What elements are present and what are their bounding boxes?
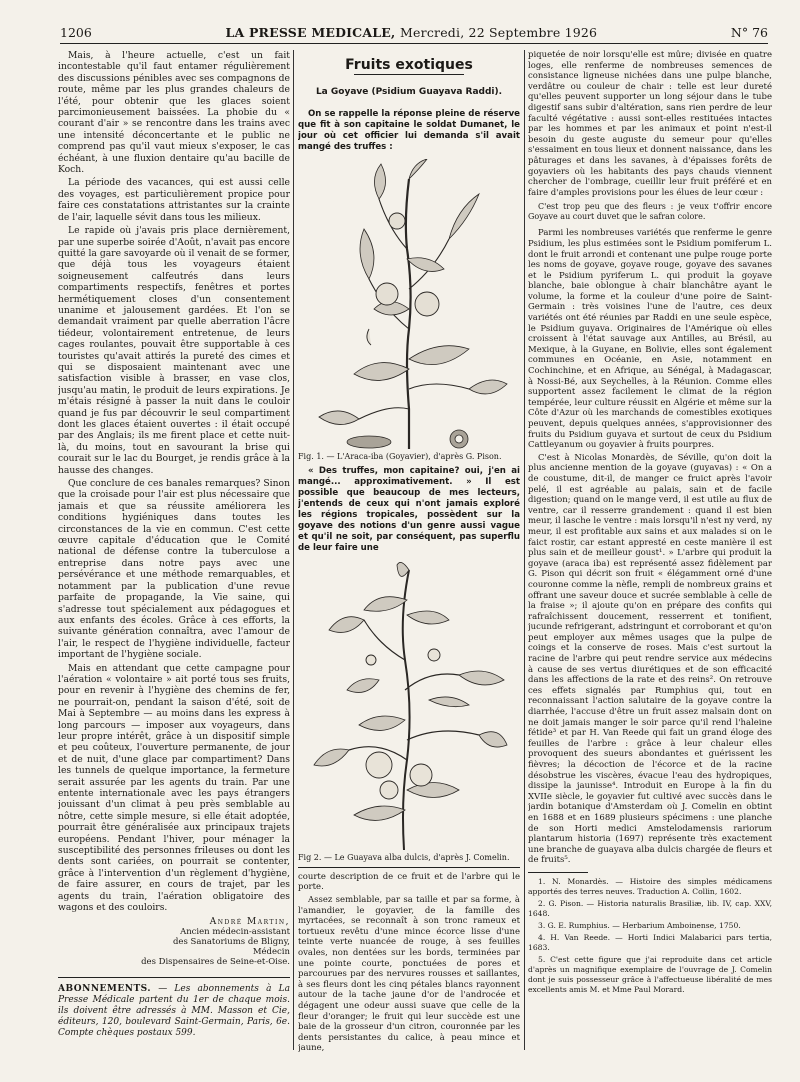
footnote-rule — [528, 872, 588, 873]
subscription-notice — [58, 984, 290, 1039]
figure-2-caption: Fig 2. — Le Guayava alba dulcis, d'après J. Comelin. — [298, 852, 510, 862]
footnote: 3. G. E. Rumphius. — Herbarium Amboinense, 1750. — [538, 920, 741, 930]
footnote: 4. H. Van Reede. — Horti Indici Malabarici pars tertia, 1683. — [528, 932, 772, 952]
page-number: 1206 — [60, 25, 92, 40]
article-subtitle: La Goyave (Psidium Guayava Raddi). — [315, 87, 503, 98]
quote-paragraph: « Des truffes, mon capitaine? oui, j'en ai mangé... approximativement. » Il est possible que beaucoup de mes lecteurs, j'entends de ceux qui n'ont jamais exploré les régions tropicales, possèdent sur la goyave des notions d'un genre aussi vague et qu'il ne soit, par conséquent, pas superflu de leur faire une — [298, 465, 520, 553]
author-title: Médecin — [252, 947, 290, 958]
subscription-label: ABONNEMENTS. — [58, 984, 151, 995]
continuation-paragraph: courte description de ce fruit et de l'arbre qui le porte. — [298, 871, 520, 893]
column-left — [58, 50, 290, 1055]
paragraph: piquetée de noir lorsqu'elle est mûre; divisée en quatre loges, elle renferme de nombreuses semences de consistance ligneuse nichées dans une pulpe blanche, verdâtre ou couleur de chair : telle est leur dureté qu'elles peuvent supporter un long séjour dans le tube digestif sans subir d'altération, sans rien perdre de leur faculté végétative : aussi sont-elles restituées intactes par les hommes et par les animaux et point n'est-il besoin du geste auguste du semeur pour qu'elles s'essaiment en tous lieux et donnent naissance, dans les pâturages et dans les savanes, à d'épaisses forêts de goyaviers où les habitants des pays chauds viennent chercher de l'ombrage, cueillir leur fruit préféré et en faire d'amples provisions pour les élues de leur cœur : — [528, 50, 772, 198]
divider — [58, 977, 290, 978]
issue-date: Mercredi, 22 Septembre 1926 — [400, 25, 598, 40]
guava-plant-illustration-2 — [309, 560, 509, 850]
paragraph: Parmi les nombreuses variétés que renferme le genre Psidium, les plus estimées sont le Psidium pomiferum L. dont le fruit arrondi et contenant une pulpe rouge porte les noms de goyave, goyave rouge, goyave des savanes et le Psidium pyriferum L. qui produit la goyave blanche, baie oblongue à chair blanchâtre ayant le volume, la forme et la couleur d'une poire de Saint-Germain : très voisines l'une de l'autre, ces deux variétés ont été réunies par Raddi en une seule espèce, le Psidium guyava. Originaires de l'Amérique où elles croissent à l'état sauvage aux Antilles, au Brésil, au Mexique, à la Guyane, en Bolivie, elles sont également communes en Océanie, en Asie, notamment en Cochinchine, et en Afrique, au Sénégal, à Madagascar, à Nossi-Bé, aux Seychelles, à la Réunion. Comme elles supportent assez facilement le climat de la région tempérée, leur culture réussit en Algérie et même sur la Côte d'Azur où les marchands de comestibles exotiques peuvent, depuis quelques années, s'approvisionner des fruits du Psidium guyava et surtout de ceux du Psidium Cattleyanum ou goyavier à fruits pourpres. — [528, 228, 772, 451]
footnote: 5. C'est cette figure que j'ai reproduite dans cet article d'après un magnifique exemplaire de l'ouvrage de J. Comelin dont je suis possesseur grâce à l'affectueuse libéralité de mes excellents amis M. et Mme Paul Morard. — [528, 954, 772, 994]
footnote: 2. G. Pison. — Historia naturalis Brasiliæ, lib. IV, cap. XXV, 1648. — [528, 898, 772, 918]
page-header — [60, 24, 768, 44]
subscription-text: — Les abonnements à La Presse Médicale partent du 1er de chaque mois. ils doivent être adressés à MM. Masson et Cie, éditeurs, 120, boulevard Saint-Germain, Paris, 6e. Compte chèques postaux 599. — [58, 984, 290, 1039]
column-rule-1 — [293, 50, 294, 1050]
paragraph: Que conclure de ces banales remarques? Sinon que la croisade pour l'air est plus nécessaire que jamais et que sa réussite améliorera les conditions hygiéniques dans toutes les circonstances de la vie en commun. C'est cette œuvre capitale d'éducation que le Comité national de défense contre la tuberculose a entreprise dans notre pays avec une persévérance et une méthode remarquables, et notamment par la publication d'une revue parfaite de propagande, la Vie saine, qui s'adresse tout spécialement aux pédagogues et aux enfants des écoles. Grâce à ces efforts, la suivante génération connaîtra, avec l'amour de l'air, le respect de l'hygiène individuelle, facteur important de l'hygiène sociale. — [58, 478, 290, 661]
title-rule — [354, 74, 464, 75]
paragraph: Mais en attendant que cette campagne pour l'aération « volontaire » ait porté tous ses fruits, pour en revenir à l'hygiène des chemins de fer, ne pourrait-on, pendant la saison d'été, soit de Mai à Septembre — au moins dans les express à long parcours — imposer aux voyageurs, dans leur propre intérêt, grâce à un dispositif simple et peu coûteux, l'ouverture permanente, de jour et de nuit, d'une glace par compartiment? Dans les tunnels de quelque importance, la fermeture serait assurée par les agents du train. Par une entente internationale avec les pays étrangers jouissant d'un climat à peu près semblable au nôtre, cette simple mesure, si elle était adoptée, pourrait être généralisée aux principaux trajets européens. Pendant l'hiver, pour ménager la susceptibilité des personnes frileuses ou dont les dents sont cariées, on pourrait se contenter, grâce à l'intervention d'un règlement d'hygiène, de faire assurer, en cours de trajet, par les agents du train, l'aération obligatoire des wagons et des couloirs. — [58, 662, 290, 914]
paragraph: C'est à Nicolas Monardès, de Séville, qu'on doit la plus ancienne mention de la goyave (guyavas) : « On a de coustume, dit-il, de manger ce fruict après l'avoir pelé, il est agréable au palais, sain et de facile digestion; quand on le mange verd, il est utile au flux de ventre, car il resserre grandement : quand il est bien meur, il lasche le ventre : mais lorsqu'il n'est ny verd, ny meur, il est profitable aux sains et aux malades si on le faict rostir, car estant appresté en ceste manière il est plus sain et de meilleur goust¹. » L'arbre qui produit la goyave (araca iba) est représenté assez fidèlement par G. Pison qui décrit son fruit « élégamment orné d'une couronne comme la nèfle, rempli de nombreux grains et offrant une saveur douce et sucrée semblable à celle de la fraise »; il ajoute qu'on en prépare des confits qui rafraîchissent doucement, resserrent et tonifient, jucunde refrigerant, adstringunt et corroborant et qu'on peut employer aux mêmes usages que la pulpe de coings et la conserve de roses. Mais c'est surtout la racine de l'arbre qui peut rendre service aux médecins à cause de ses vertus diurétiques et de son efficacité dans les affections de la rate et des reins². On retrouve ces effets signalés par Rumphius qui, tout en reconnaissant l'action salutaire de la goyave contre la diarrhée, l'accuse d'être un fruit assez malsain dont on ne doit jamais manger le soir parce qu'il rend l'haleine fétide³ et par H. Van Reede qui fait un grand éloge des feuilles de l'arbre : grâce à leur chaleur elles provoquent des sueurs abondantes et guérissent les fièvres; la décoction de l'écorce et de la racine désobstrue les viscères, évacue l'eau des hydropiques, dissipe la jaunisse⁴. Introduit en Europe à la fin du XVIIe siècle, le goyavier fut cultivé avec succès dans le jardin botanique d'Amsterdam où J. Comelin en obtint en 1688 et en 1689 plusieurs spécimens : une planche de son Horti medici Amstelodamensis rariorum plantarum historia (1697) représente très exactement une branche de guayava alba dulcis chargée de fleurs et de fruits⁵. — [528, 452, 772, 866]
paragraph: Mais, à l'heure actuelle, c'est un fait incontestable qu'il faut entamer régulièrement des discussions pénibles avec ses compagnons de route, même par les plus grandes chaleurs de l'été, pour obtenir que les glaces soient parcimonieusement baissées. La phobie du « courant d'air » se rencontre dans les trains avec une intensité déconcertante et le public ne comprend pas qu'il vaut mieux s'exposer, le cas échéant, à une fluxion dentaire qu'au bacille de Koch. — [58, 50, 290, 176]
author-title: Ancien médecin-assistant — [180, 927, 290, 938]
author-name: André Martin, — [209, 917, 290, 928]
figure-1-caption: Fig. 1. — L'Araca-iba (Goyavier), d'après G. Pison. — [298, 451, 502, 461]
figure-divider — [298, 867, 520, 868]
journal-masthead — [226, 25, 598, 40]
author-title: des Sanatoriums de Bligny, — [172, 937, 290, 948]
guava-plant-illustration-1 — [309, 159, 509, 449]
column-rule-2 — [524, 50, 525, 1050]
column-right — [528, 50, 772, 1055]
description-paragraph: Assez semblable, par sa taille et par sa forme, à l'amandier, le goyavier, de la famille des myrtacées, se reconnaît à son tronc rameux et tortueux revêtu d'une mince écorce lisse d'une teinte verte nuancée de rouge, à ses feuilles ovales, non dentées sur les bords, terminées par une pointe courte, ponctuées de pores et parcourues par des nervures rousses et saillantes, à ses fleurs dont les cinq pétales blancs rayonnent autour de la tache jaune d'or de l'androcée et dégagent une odeur aussi suave que celle de la fleur d'oranger; le fruit qui leur succède est une baie de la grosseur d'un citron, couronnée par les dents persistantes du calice, à peau mince et jaune, — [298, 895, 520, 1054]
verse-quote: C'est trop peu que des fleurs : je veux t'offrir encore Goyave au court duvet que le safran colore. — [528, 202, 772, 222]
figure-1 — [298, 159, 520, 462]
journal-name: LA PRESSE MEDICALE, — [225, 25, 396, 40]
author-title: des Dispensaires de Seine-et-Oise. — [141, 957, 290, 968]
column-middle — [298, 50, 520, 1055]
paragraph: Le rapide où j'avais pris place dernièrement, par une superbe soirée d'Août, n'avait pas encore quitté la gare savoyarde où il venait de se former, que déjà tous les voyageurs étaient soigneusement calfeutrés dans leurs compartiments respectifs, fenêtres et portes hermétiquement closes d'un consentement unanime et jalousement gardées. Et l'on se demandait vraiment par quelle aberration l'âcre tiédeur, volontairement entretenue, de leurs cages roulantes, pouvait être supportable à ces touristes qu'avait attirés la pureté des cimes et qui se disposaient maintenant avec une satisfaction visible à brasser, en vase clos, jusqu'au matin, le produit de leurs expirations. Je m'étais résigné à passer la nuit dans le couloir quand je fus par découvrir le seul compartiment dont les glaces étaient ouvertes : il était occupé par des Anglais; ils me firent place et cette nuit-là, du moins, tout en savourant la brise qui courait sur le lac du Bourget, je rendis grâce à la hausse des changes. — [58, 225, 290, 476]
intro-paragraph: On se rappelle la réponse pleine de réserve que fit à son capitaine le soldat Dumanet, le jour où cet officier lui demanda s'il avait mangé des truffes : — [298, 108, 520, 152]
issue-number: N° 76 — [730, 25, 768, 40]
author-signature — [58, 917, 290, 967]
article-title: Fruits exotiques — [345, 57, 473, 73]
footnote: 1. N. Monardès. — Histoire des simples médicamens apportés des terres neuves. Traduction A. Collin, 1602. — [528, 876, 772, 896]
paragraph: La période des vacances, qui est aussi celle des voyages, est particulièrement propice pour faire ces constatations attristantes sur la crainte de l'air, laquelle sévit dans tous les milieux. — [58, 177, 290, 223]
figure-2 — [298, 560, 520, 863]
